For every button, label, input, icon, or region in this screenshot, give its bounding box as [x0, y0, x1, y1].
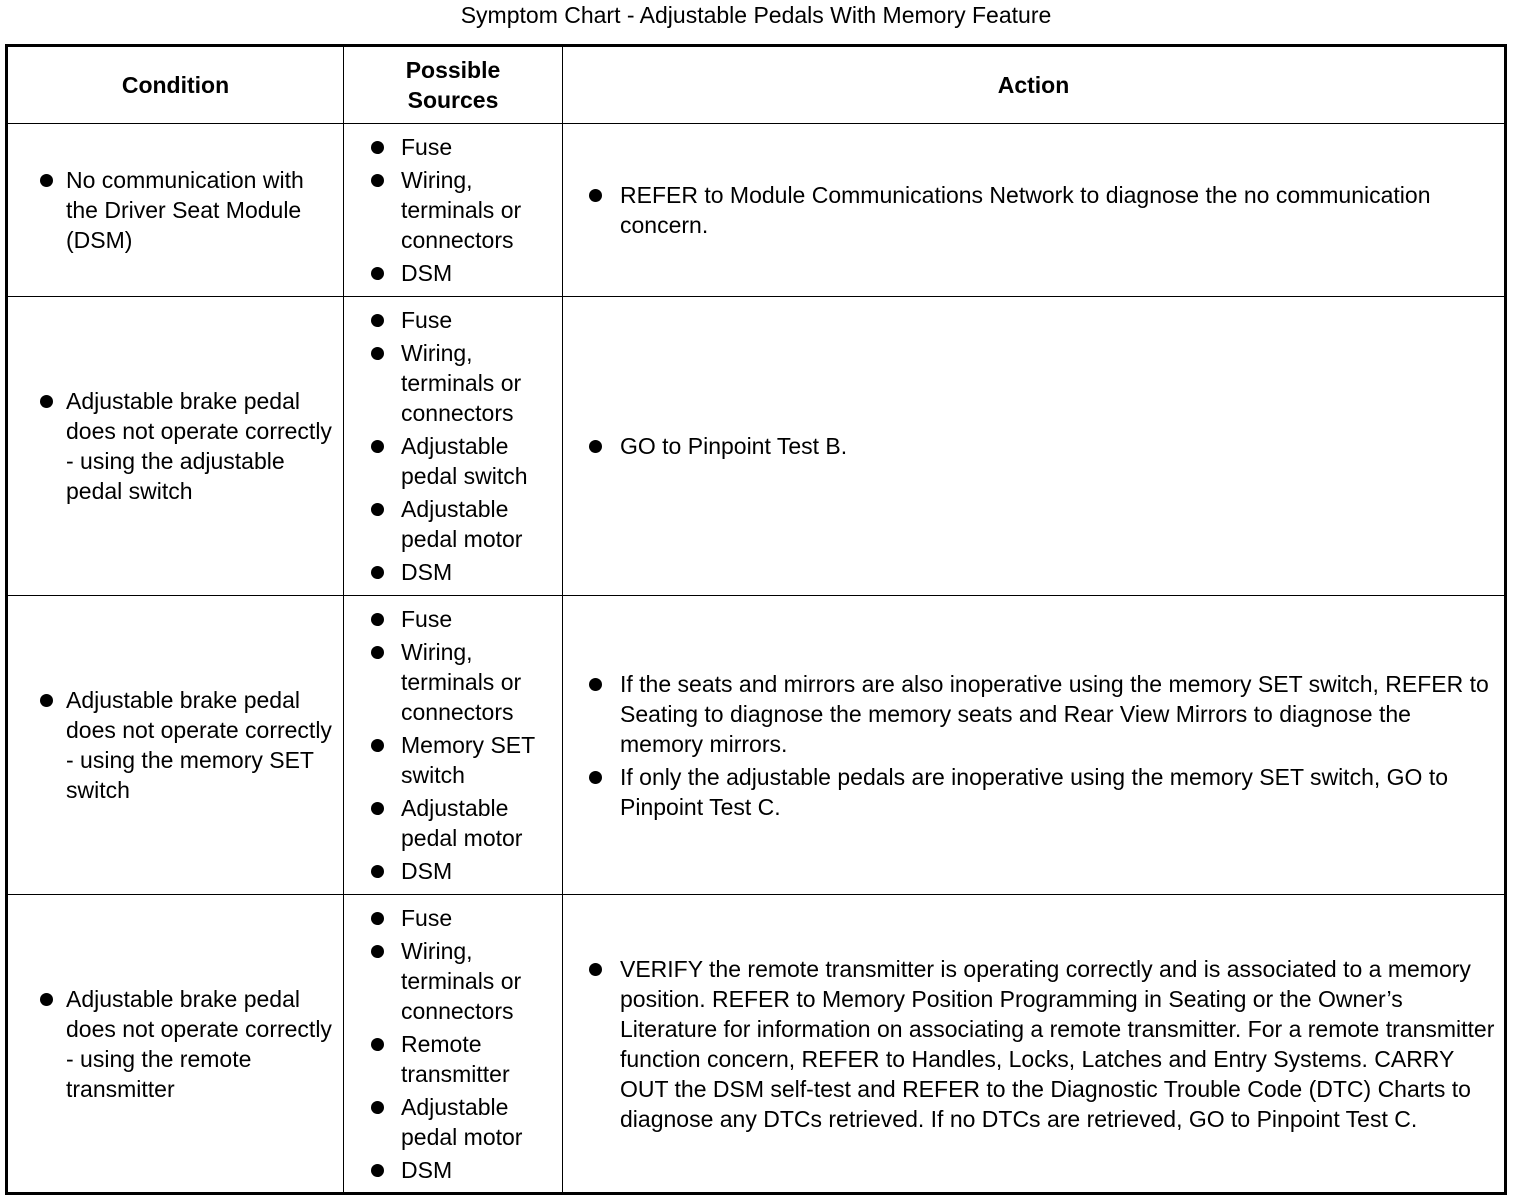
bullet-icon: [371, 802, 384, 815]
source-text: DSM: [401, 559, 453, 585]
bullet-icon: [589, 440, 602, 453]
bullet-icon: [40, 174, 53, 187]
bullet-icon: [40, 694, 53, 707]
bullet-icon: [371, 613, 384, 626]
source-item: [401, 132, 556, 162]
source-text: Adjustable pedal motor: [401, 1093, 523, 1150]
action-text: If only the adjustable pedals are inoperative using the memory SET switch, GO to Pinpoint Test C.: [620, 763, 1448, 820]
source-text: DSM: [401, 858, 453, 884]
source-text: Adjustable pedal motor: [401, 795, 523, 851]
source-item: [401, 1092, 556, 1152]
source-item: [401, 856, 556, 886]
action-text: VERIFY the remote transmitter is operating correctly and is associated to a memory position. REFER to Memory Position Programming in Seating or the Owner’s Literature for information on associating a remote transmitter. For a remote transmitter function concern, REFER to Handles, Locks, Latches and Entry Systems. CARRY OUT the DSM self-test and REFER to the Diagnostic Trouble Code (DTC) Charts to diagnose any DTCs retrieved. If no DTCs are retrieved, GO to Pinpoint Test C.: [620, 955, 1495, 1132]
source-item: [401, 936, 556, 1026]
source-text: Wiring, terminals or connectors: [401, 937, 522, 1024]
header-condition: Condition: [7, 46, 344, 124]
action-cell: [563, 297, 1506, 596]
action-item: [620, 954, 1496, 1134]
action-item: [620, 431, 1496, 461]
condition-text: Adjustable brake pedal does not operate correctly - using the adjustable pedal switch: [66, 388, 332, 504]
symptom-chart-table: [5, 44, 1507, 1195]
header-action: Action: [563, 46, 1506, 124]
source-text: Wiring, terminals or connectors: [401, 340, 522, 426]
source-item: [401, 637, 556, 727]
source-item: [401, 1155, 556, 1185]
header-possible-sources-text: Possible Sources: [405, 57, 501, 113]
condition-cell: [7, 596, 344, 895]
condition-item: [66, 386, 335, 506]
source-item: [401, 431, 556, 491]
source-item: [401, 903, 556, 933]
possible-sources-cell: [344, 895, 563, 1194]
source-text: DSM: [401, 1156, 453, 1183]
source-text: Adjustable pedal motor: [401, 496, 523, 552]
action-cell: [563, 895, 1506, 1194]
bullet-icon: [589, 678, 602, 691]
source-text: Fuse: [401, 307, 453, 333]
source-text: Adjustable pedal switch: [401, 433, 528, 489]
source-text: Remote transmitter: [401, 1030, 510, 1087]
possible-sources-cell: [344, 124, 563, 297]
source-text: Fuse: [401, 904, 453, 931]
source-item: [401, 604, 556, 634]
action-cell: [563, 124, 1506, 297]
action-cell: [563, 596, 1506, 895]
source-item: [401, 165, 556, 255]
table-header-row: [7, 46, 1506, 124]
source-text: Wiring, terminals or connectors: [401, 639, 522, 725]
bullet-icon: [371, 314, 384, 327]
possible-sources-cell: [344, 297, 563, 596]
bullet-icon: [371, 174, 384, 187]
source-item: [401, 730, 556, 790]
source-text: Memory SET switch: [401, 732, 535, 788]
bullet-icon: [589, 963, 602, 976]
bullet-icon: [371, 503, 384, 516]
chart-title: Symptom Chart - Adjustable Pedals With Memory Feature: [460, 2, 1052, 28]
bullet-icon: [589, 189, 602, 202]
bullet-icon: [589, 771, 602, 784]
action-item: [620, 762, 1496, 822]
bullet-icon: [371, 739, 384, 752]
action-item: [620, 669, 1496, 759]
bullet-icon: [371, 865, 384, 878]
bullet-icon: [40, 395, 53, 408]
bullet-icon: [371, 912, 384, 925]
bullet-icon: [371, 440, 384, 453]
bullet-icon: [40, 993, 53, 1006]
condition-item: [66, 685, 335, 805]
source-item: [401, 1029, 556, 1089]
condition-text: No communication with the Driver Seat Module (DSM): [66, 167, 304, 253]
source-item: [401, 494, 556, 554]
header-possible-sources: [344, 46, 563, 124]
table-row: [7, 596, 1506, 895]
source-item: [401, 793, 556, 853]
bullet-icon: [371, 945, 384, 958]
bullet-icon: [371, 1164, 384, 1177]
action-text: If the seats and mirrors are also inoperative using the memory SET switch, REFER to Seating to diagnose the memory seats and Rear View Mirrors to diagnose the memory mirrors.: [620, 670, 1489, 757]
condition-cell: [7, 124, 344, 297]
source-text: Fuse: [401, 134, 453, 160]
condition-item: [66, 984, 335, 1104]
source-item: [401, 258, 556, 288]
source-item: [401, 305, 556, 335]
condition-item: [66, 165, 335, 255]
condition-text: Adjustable brake pedal does not operate correctly - using the memory SET switch: [66, 687, 332, 803]
bullet-icon: [371, 1038, 384, 1051]
table-row: [7, 124, 1506, 297]
bullet-icon: [371, 267, 384, 280]
bullet-icon: [371, 347, 384, 360]
action-item: [620, 180, 1496, 240]
source-item: [401, 557, 556, 587]
action-text: GO to Pinpoint Test B.: [620, 433, 848, 459]
condition-cell: [7, 895, 344, 1194]
source-item: [401, 338, 556, 428]
bullet-icon: [371, 1101, 384, 1114]
action-text: REFER to Module Communications Network to diagnose the no communication concern.: [620, 182, 1431, 238]
table-row: [7, 297, 1506, 596]
source-text: DSM: [401, 260, 453, 286]
bullet-icon: [371, 141, 384, 154]
table-row: [7, 895, 1506, 1194]
condition-cell: [7, 297, 344, 596]
possible-sources-cell: [344, 596, 563, 895]
bullet-icon: [371, 646, 384, 659]
condition-text: Adjustable brake pedal does not operate correctly - using the remote transmitter: [66, 985, 332, 1102]
bullet-icon: [371, 566, 384, 579]
source-text: Fuse: [401, 606, 453, 632]
source-text: Wiring, terminals or connectors: [401, 167, 522, 253]
